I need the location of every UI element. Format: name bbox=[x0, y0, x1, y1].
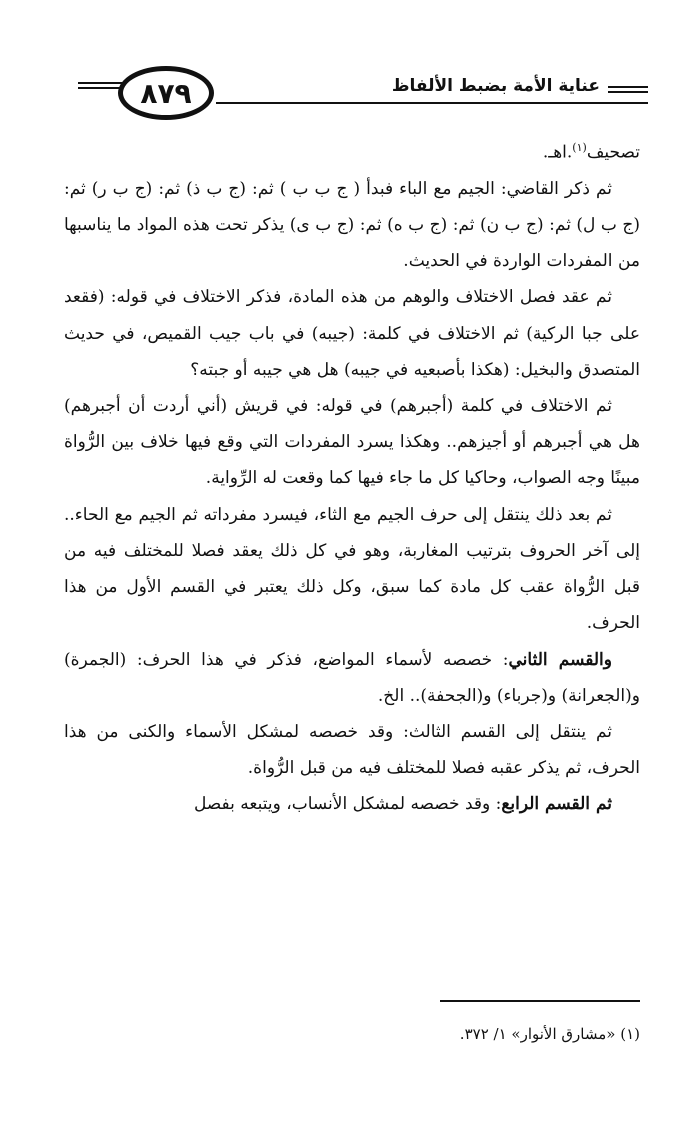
main-text bbox=[64, 130, 640, 823]
page-number: ٨٧٩ bbox=[118, 66, 214, 120]
paragraph: ثم عقد فصل الاختلاف والوهم من هذه المادة، فذكر الاختلاف في قوله: (فقعد على جبا الركية) ثم الاختلاف في كلمة: (جيبه) في باب جيب القميص، في حديث المتصدق والبخيل: (هكذا بأصبعيه في جيبه) هل هي جيبه أو جبته؟ bbox=[64, 287, 640, 380]
paragraph: ثم بعد ذلك ينتقل إلى حرف الجيم مع الثاء، فيسرد مفرداته ثم الجيم مع الحاء.. إلى آخر الحروف بترتيب المغاربة، وهو في كل ذلك يعقد فصلا للمختلف فيه من قبل الرُّواة عقب كل مادة كما سبق، وكل ذلك يعتبر في القسم الأول من هذا الحرف. bbox=[64, 504, 640, 634]
running-header bbox=[78, 58, 648, 128]
paragraph: ثم ينتقل إلى القسم الثالث: وقد خصصه لمشكل الأسماء والكنى من هذا الحرف، ثم يذكر عقبه فصلا للمختلف فيه من قبل الرُّواة. bbox=[64, 721, 640, 779]
paragraph: ثم القسم الرابع: وقد خصصه لمشكل الأنساب، ويتبعه بفصل bbox=[193, 794, 612, 815]
footnote: (١) «مشارق الأنوار» ١/ ٣٧٢. bbox=[459, 1025, 640, 1043]
header-rule-right bbox=[608, 86, 648, 96]
paragraph: تصحيف$^{(١)}$.اهـ. bbox=[542, 141, 640, 163]
footnote-marker[interactable]: (١) bbox=[572, 141, 587, 154]
paragraph: والقسم الثاني: خصصه لأسماء المواضع، فذكر في هذا الحرف: (الجمرة) و(الجعرانة) و(جرباء) و(الجحفة).. الخ. bbox=[64, 649, 640, 706]
paragraph: ثم ذكر القاضي: الجيم مع الباء فبدأ ( ج ب ب ) ثم: (ج ب ذ) ثم: (ج ب ر) ثم: (ج ب ل) ثم: (ج ب ن) ثم: (ج ب ه) ثم: (ج ب ى) يذكر تحت هذه المواد ما يناسبها من المفردات الواردة في الحديث. bbox=[64, 178, 640, 272]
footnote-divider bbox=[440, 1000, 640, 1002]
header-rule bbox=[216, 102, 648, 104]
paragraph: ثم الاختلاف في كلمة (أجبرهم) في قوله: في قريش (أني أردت أن أجبرهم) هل هي أجبرهم أو أجيزهم.. وهكذا يسرد المفردات التي وقع فيها خلاف بين الرُّواة مبينًا وجه الصواب، وحاكيا كل ما جاء فيها كما وقعت له الرِّواية. bbox=[64, 396, 640, 489]
running-title: عناية الأمة بضبط الألفاظ bbox=[391, 76, 600, 96]
